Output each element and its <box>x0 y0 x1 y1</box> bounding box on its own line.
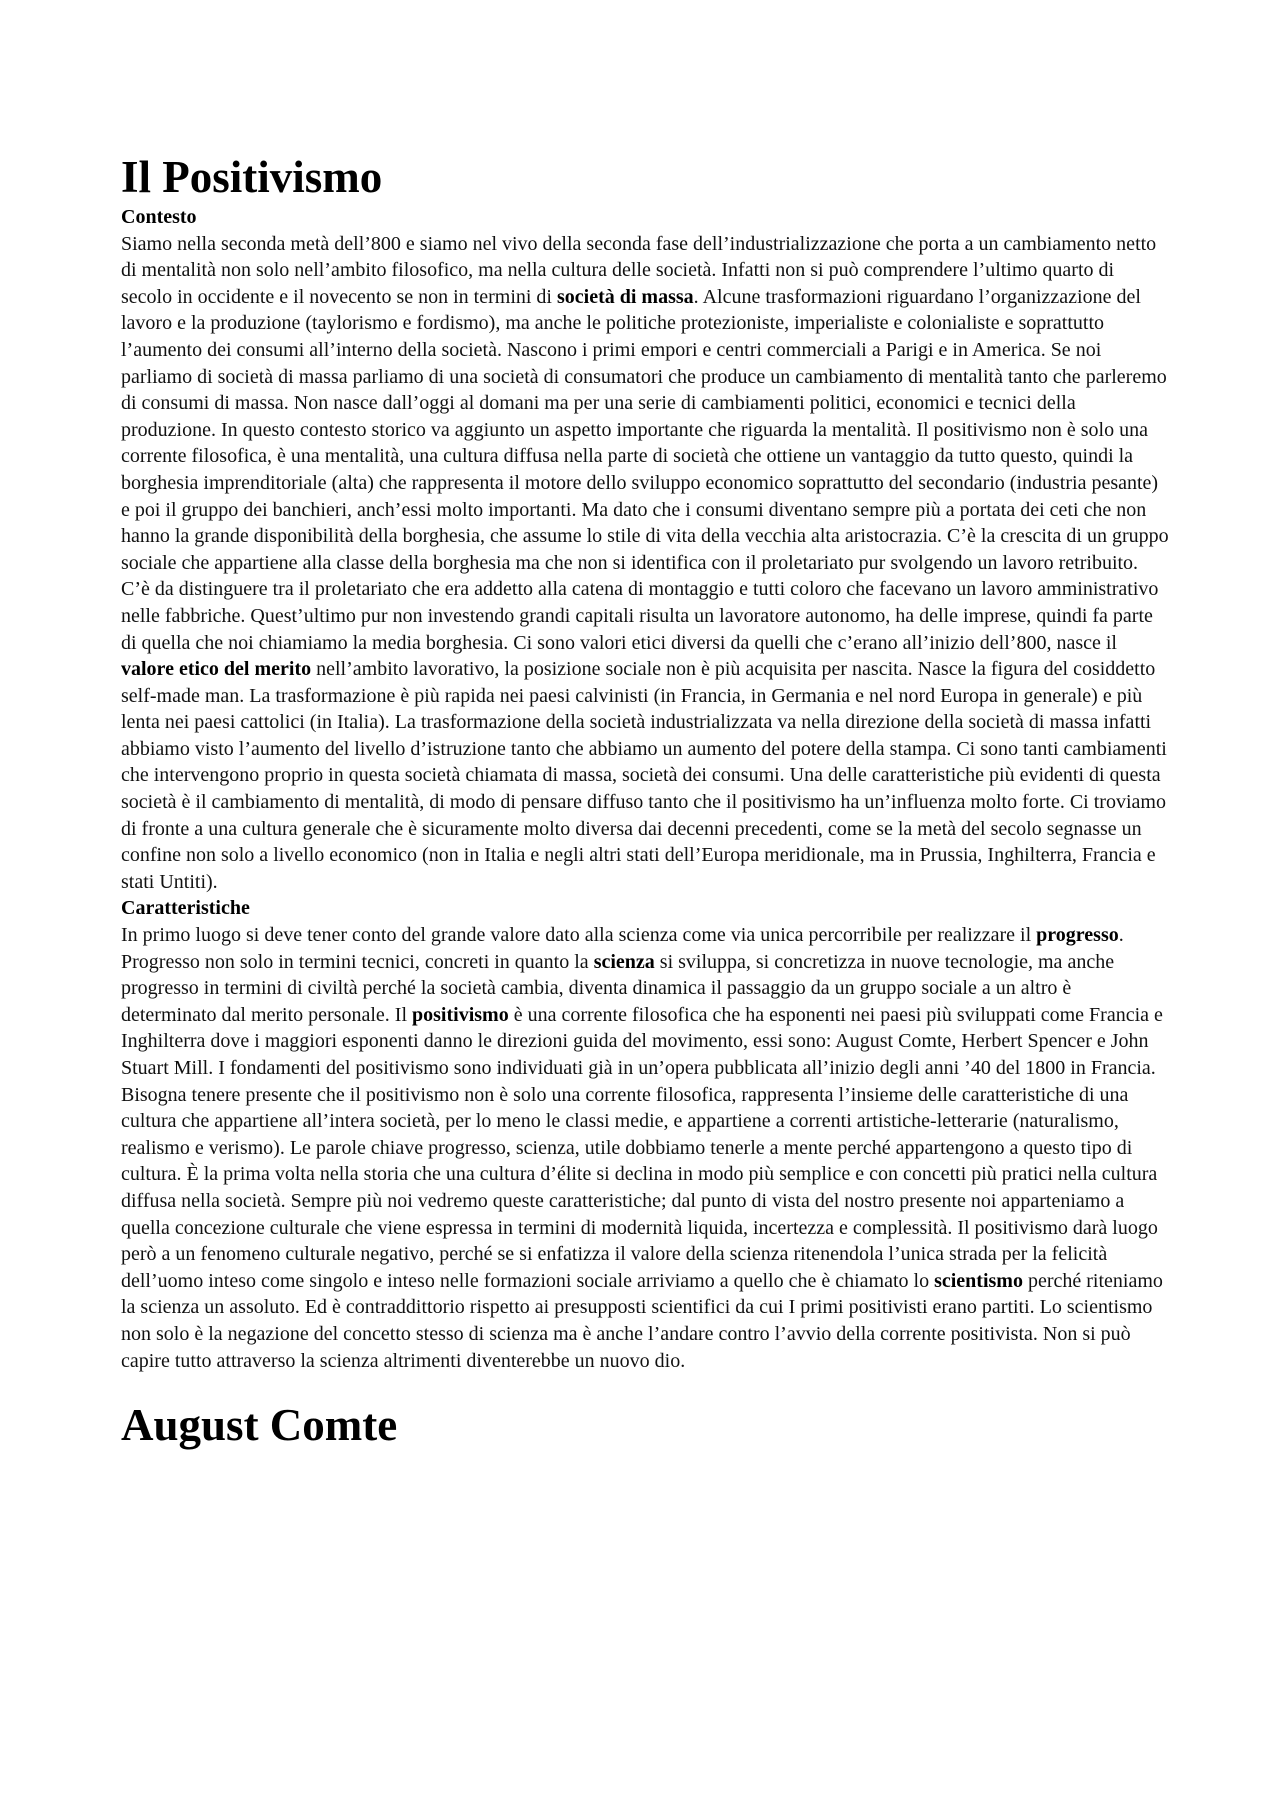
bold-term: valore etico del merito <box>121 658 312 681</box>
section-body-contesto <box>121 231 1169 896</box>
text-run: Siamo nella seconda metà dell’800 e siamo nel vivo della seconda fase dell’industrializzazione che porta a un cambiamento netto di mentalità non solo nell’ambito filosofico, ma nella cultura delle società. Infatti non si può comprendere l’ultimo quarto di secolo in occidente e il novecento se non in termini di <box>121 232 1157 308</box>
bold-term: società di massa <box>557 285 694 308</box>
text-run: In primo luogo si deve tener conto del grande valore dato alla scienza come via unica percorribile per realizzare il <box>121 924 1037 947</box>
text-run: è una corrente filosofica che ha esponenti nei paesi più sviluppati come Francia e Inghilterra dove i maggiori esponenti danno le direzioni guida del movimento, essi sono: August Comte, Herbert Spencer e John Stuart Mill. I fondamenti del positivismo sono individuati già in un’opera pubblicata all’inizio degli anni ’40 del 1800 in Francia. Bisogna tenere presente che il positivismo non è solo una corrente filosofica, rappresenta l’insieme delle caratteristiche di una cultura che appartiene all’intera società, per lo meno le classi medie, e appartiene a correnti artistiche-letterarie (naturalismo, realismo e verismo). Le parole chiave progresso, scienza, utile dobbiamo tenerle a mente perché appartengono a questo tipo di cultura. È la prima volta nella storia che una cultura d’élite si declina in modo più semplice e con concetti più pratici nella cultura diffusa nella società. Sempre più noi vedremo queste caratteristiche; dal punto di vista del nostro presente noi apparteniamo a quella concezione culturale che viene espressa in termini di modernità liquida, incertezza e complessità. Il positivismo darà luogo però a un fenomeno culturale negativo, perché se si enfatizza il valore della scienza ritenendola l’unica strada per la felicità dell’uomo inteso come singolo e inteso nelle formazioni sociale arriviamo a quello che è chiamato lo <box>121 1003 1163 1292</box>
section-heading-contesto: Contesto <box>121 206 197 228</box>
bold-term: progresso <box>1036 924 1119 947</box>
section-body-caratteristiche <box>121 922 1169 1374</box>
text-run: . Alcune trasformazioni riguardano l’organizzazione del lavoro e la produzione (taylorismo e fordismo), ma anche le politiche protezioniste, imperialiste e colonialiste e soprattutto l’aumento dei consumi all’interno della società. Nascono i primi empori e centri commerciali a Parigi e in America. Se noi parliamo di società di massa parliamo di una società di consumatori che produce un cambiamento di mentalità tanto che parleremo di consumi di massa. Non nasce dall’oggi al domani ma per una serie di cambiamenti politici, economici e tecnici della produzione. In questo contesto storico va aggiunto un aspetto importante che riguarda la mentalità. Il positivismo non è solo una corrente filosofica, è una mentalità, una cultura diffusa nella parte di società che ottiene un vantaggio da tutto questo, quindi la borghesia imprenditoriale (alta) che rappresenta il motore dello sviluppo economico soprattutto del secondario (industria pesante) e poi il gruppo dei banchieri, anch’essi molto importanti. Ma dato che i consumi diventano sempre più a portata dei ceti che non hanno la grande disponibilità della borghesia, che assume lo stile di vita della vecchia alta aristocrazia. C’è la crescita di un gruppo sociale che appartiene alla classe della borghesia ma che non si identifica con il proletariato pur svolgendo un lavoro retribuito. C’è da distinguere tra il proletariato che era addetto alla catena di montaggio e tutti coloro che facevano un lavoro amministrativo nelle fabbriche. Quest’ultimo pur non investendo grandi capitali risulta un lavoratore autonomo, ha delle imprese, quindi fa parte di quella che noi chiamiamo la media borghesia. Ci sono valori etici diversi da quelli che c’erano all’inizio dell’800, nasce il <box>121 285 1169 654</box>
text-run: . Progresso non solo in termini tecnici, concreti in quanto la <box>121 924 1124 973</box>
bold-term: positivismo <box>412 1003 509 1026</box>
text-run: si sviluppa, si concretizza in nuove tecnologie, ma anche progresso in termini di civiltà perché la società cambia, diventa dinamica il passaggio da un gruppo sociale a un altro è determinato dal merito personale. Il <box>121 950 1115 1026</box>
next-section-title: August Comte <box>121 1400 398 1451</box>
text-run: perché riteniamo la scienza un assoluto. Ed è contraddittorio rispetto ai presupposti scientifici da cui I primi positivisti erano partiti. Lo scientismo non solo è la negazione del concetto stesso di scienza ma è anche l’andare contro l’avvio della corrente positivista. Non si può capire tutto attraverso la scienza altrimenti diventerebbe un nuovo dio. <box>121 1269 1163 1372</box>
page-title: Il Positivismo <box>121 152 383 202</box>
bold-term: scienza <box>593 950 655 973</box>
text-run: nell’ambito lavorativo, la posizione sociale non è più acquisita per nascita. Nasce la figura del cosiddetto self-made man. La trasformazione è più rapida nei paesi calvinisti (in Francia, in Germania e nel nord Europa in generale) e più lenta nei paesi cattolici (in Italia). La trasformazione della società industrializzata va nella direzione della società di massa infatti abbiamo visto l’aumento del livello d’istruzione tanto che abbiamo un aumento del potere della stampa. Ci sono tanti cambiamenti che intervengono proprio in questa società chiamata di massa, società dei consumi. Una delle caratteristiche più evidenti di questa società è il cambiamento di mentalità, di modo di pensare diffuso tanto che il positivismo ha un’influenza molto forte. Ci troviamo di fronte a una cultura generale che è sicuramente molto diversa dai decenni precedenti, come se la metà del secolo segnasse un confine non solo a livello economico (non in Italia e negli altri stati dell’Europa meridionale, ma in Prussia, Inghilterra, Francia e stati Untiti). <box>121 658 1167 893</box>
section-heading-caratteristiche: Caratteristiche <box>121 897 250 920</box>
bold-term: scientismo <box>934 1269 1023 1292</box>
document-page <box>121 150 1169 1452</box>
